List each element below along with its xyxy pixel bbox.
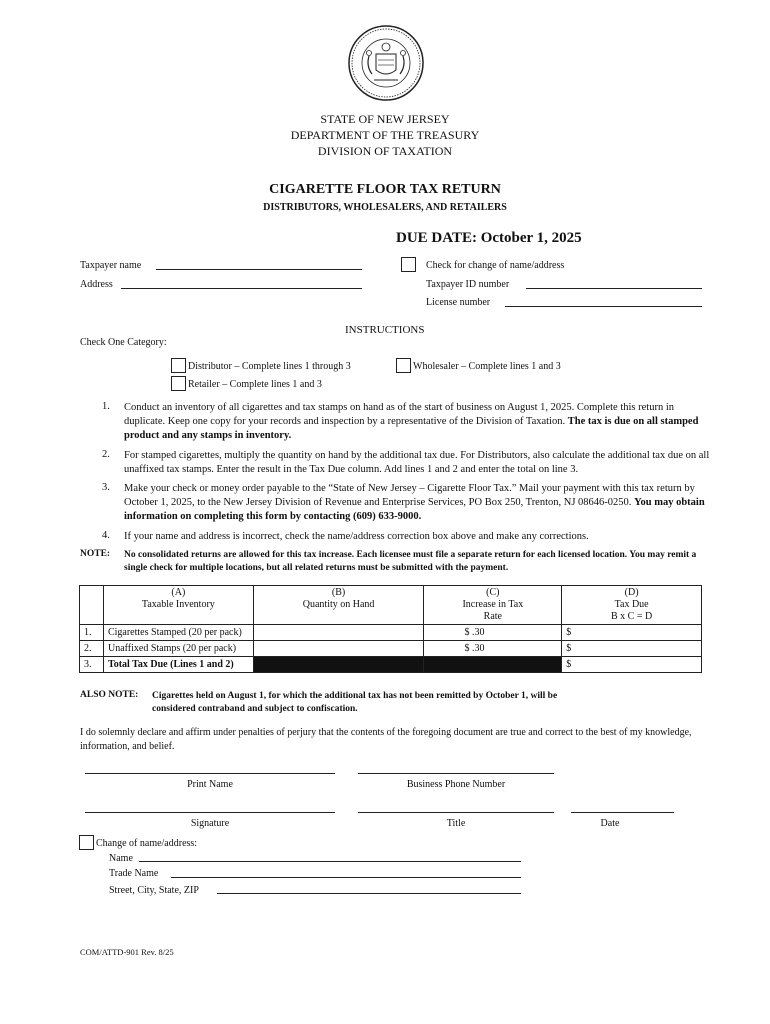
taxpayer-name-label: Taxpayer name <box>80 260 142 271</box>
table-header-row <box>80 586 702 625</box>
change-address-checkbox[interactable] <box>401 257 416 272</box>
row-number: 2. <box>80 641 104 657</box>
row-label: Unaffixed Stamps (20 per pack) <box>103 641 253 657</box>
signature-field[interactable] <box>85 812 335 813</box>
check-one-label: Check One Category: <box>80 337 167 348</box>
distributor-checkbox[interactable] <box>171 358 186 373</box>
change-name-field[interactable] <box>139 861 521 862</box>
header-state: STATE OF NEW JERSEY <box>320 112 450 126</box>
header-dept: DEPARTMENT OF THE TREASURY <box>290 128 480 142</box>
row-label: Cigarettes Stamped (20 per pack) <box>103 625 253 641</box>
row-label: Total Tax Due (Lines 1 and 2) <box>103 657 253 673</box>
instructions-heading: INSTRUCTIONS <box>345 324 425 336</box>
print-name-field[interactable] <box>85 773 335 774</box>
col-b-header: (B) Quantity on Hand <box>253 586 424 625</box>
rate-value: $ .30 <box>424 641 562 657</box>
instruction-number: 1. <box>102 401 110 412</box>
form-number: COM/ATTD-901 Rev. 8/25 <box>80 947 174 957</box>
also-note-label: ALSO NOTE: <box>80 690 139 700</box>
state-seal <box>347 24 425 102</box>
wholesaler-label: Wholesaler – Complete lines 1 and 3 <box>413 361 561 372</box>
retailer-label: Retailer – Complete lines 1 and 3 <box>188 379 322 390</box>
table-row <box>80 657 702 673</box>
shaded-cell <box>253 657 424 673</box>
form-subtitle: DISTRIBUTORS, WHOLESALERS, AND RETAILERS <box>263 202 507 213</box>
instruction-item: Conduct an inventory of all cigarettes and tax stamps on hand as of the start of business on August 1, 2025. Complete this return in duplicate. Keep one copy for your records and inspection by a representative of the Division of Taxation. The tax is due on all stamped product and any stamps in inventory. <box>124 402 699 441</box>
taxpayer-id-field[interactable] <box>526 288 702 289</box>
trade-name-field[interactable] <box>171 877 521 878</box>
declaration-text: I do solemnly declare and affirm under penalties of perjury that the contents of the foregoing document are true and correct to the best of my knowledge, information, and belief. <box>80 727 692 752</box>
license-number-label: License number <box>426 297 491 308</box>
taxpayer-name-field[interactable] <box>156 269 362 270</box>
quantity-input-1[interactable] <box>253 625 424 641</box>
instruction-number: 4. <box>102 530 110 541</box>
change-address-label: Check for change of name/address <box>426 260 565 271</box>
license-number-field[interactable] <box>505 306 702 307</box>
table-row <box>80 641 702 657</box>
col-c-header: (C) Increase in Tax Rate <box>424 586 562 625</box>
shaded-cell <box>424 657 562 673</box>
title-label: Title <box>446 818 466 829</box>
street-label: Street, City, State, ZIP <box>109 885 199 896</box>
street-field[interactable] <box>217 893 521 894</box>
phone-field[interactable] <box>358 773 554 774</box>
note-label: NOTE: <box>80 549 111 559</box>
change-name-address-checkbox[interactable] <box>79 835 94 850</box>
due-date: DUE DATE: October 1, 2025 <box>396 230 582 246</box>
instruction-item: If your name and address is incorrect, check the name/address correction box above and make any corrections. <box>124 531 589 542</box>
col-a-header: (A) Taxable Inventory <box>103 586 253 625</box>
header-division: DIVISION OF TAXATION <box>317 144 453 158</box>
instruction-item: Make your check or money order payable to the “State of New Jersey – Cigarette Floor Tax.” Mail your payment with this tax return by October 1, 2025, to the New Jersey Division of Revenue and Enterprise Services, PO Box 250, Trenton, NJ 08646-0250. You may obtain information on completing this form by contacting (609) 633-9000. <box>124 483 705 522</box>
distributor-label: Distributor – Complete lines 1 through 3 <box>188 361 351 372</box>
date-label: Date <box>600 818 620 829</box>
also-note-text: Cigarettes held on August 1, for which the additional tax has not been remitted by October 1, will be considered contraband and subject to confiscation. <box>152 691 558 714</box>
table-row <box>80 625 702 641</box>
change-name-address-label: Change of name/address: <box>96 838 198 849</box>
address-field[interactable] <box>121 288 362 289</box>
row-number: 1. <box>80 625 104 641</box>
row-number: 3. <box>80 657 104 673</box>
signature-label: Signature <box>190 818 230 829</box>
tax-due-input-1[interactable]: $ <box>562 625 702 641</box>
instruction-number: 3. <box>102 482 110 493</box>
taxpayer-id-label: Taxpayer ID number <box>426 279 510 290</box>
phone-label: Business Phone Number <box>406 779 506 790</box>
trade-name-label: Trade Name <box>109 868 159 879</box>
print-name-label: Print Name <box>187 779 233 790</box>
quantity-input-2[interactable] <box>253 641 424 657</box>
col-d-header: (D) Tax Due B x C = D <box>562 586 702 625</box>
address-label: Address <box>80 279 113 290</box>
title-field[interactable] <box>358 812 554 813</box>
total-tax-due-input[interactable]: $ <box>562 657 702 673</box>
retailer-checkbox[interactable] <box>171 376 186 391</box>
instruction-item: For stamped cigarettes, multiply the quantity on hand by the additional tax due. For Distributors, also calculate the additional tax due on all unaffixed tax stamps. Enter the result in the Tax Due column. Add lines 1 and 2 and enter the total on line 3. <box>124 450 710 475</box>
tax-table <box>79 585 702 673</box>
tax-due-input-2[interactable]: $ <box>562 641 702 657</box>
note-text: No consolidated returns are allowed for this tax increase. Each licensee must file a separate return for each licensed location. You may remit a single check for multiple locations, but all related returns must be submitted with the payment. <box>124 550 697 573</box>
instruction-number: 2. <box>102 449 110 460</box>
wholesaler-checkbox[interactable] <box>396 358 411 373</box>
form-title: CIGARETTE FLOOR TAX RETURN <box>269 182 501 197</box>
date-field[interactable] <box>571 812 674 813</box>
rate-value: $ .30 <box>424 625 562 641</box>
change-name-label: Name <box>109 853 133 864</box>
